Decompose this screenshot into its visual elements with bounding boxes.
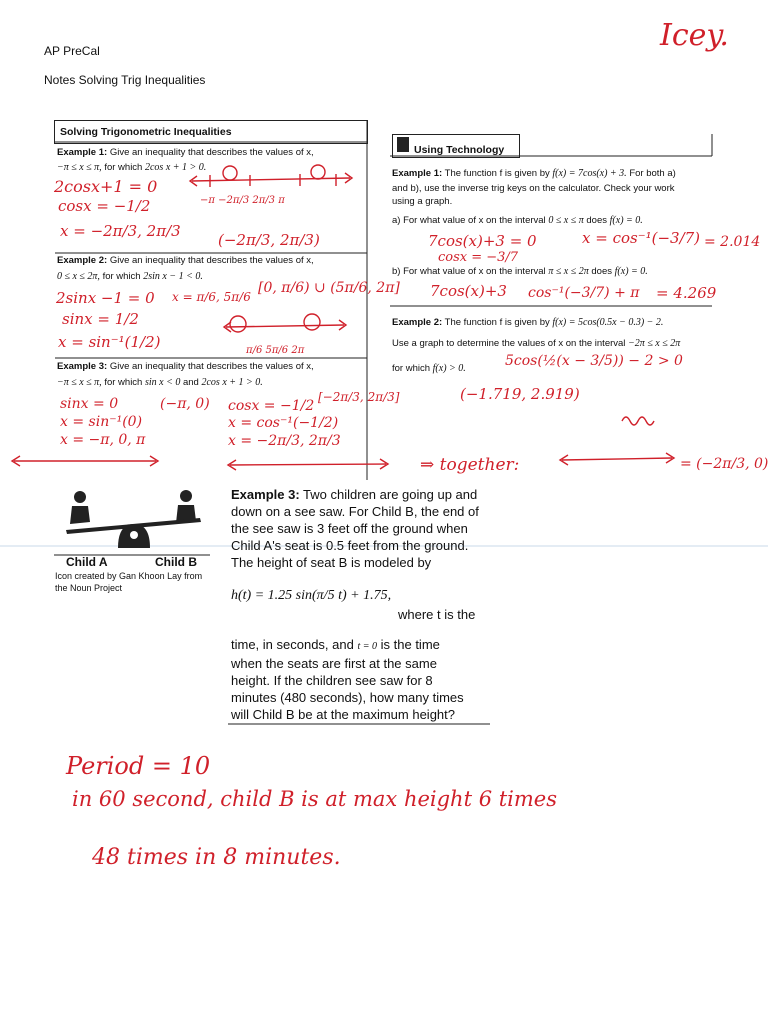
hw-ex2-step2: sinx = 1/2 xyxy=(62,310,139,328)
hw-ex1-step2: cosx = −1/2 xyxy=(58,197,151,215)
notes-title: Notes Solving Trig Inequalities xyxy=(44,73,206,87)
hw-ex2-step1: 2sinx −1 = 0 xyxy=(56,289,155,307)
hw-right-b-answer: = 4.269 xyxy=(656,284,717,302)
right-ex1-line1: Example 1: The function f is given by f(x) = 7cos(x) + 3. For both a) xyxy=(392,168,676,179)
left-box-title: Solving Trigonometric Inequalities xyxy=(60,126,232,138)
hw-ex1-step3: x = −2π/3, 2π/3 xyxy=(60,222,181,240)
hw-ex3-cos-step1: cosx = −1/2 xyxy=(228,398,315,414)
right-ex2-line3: for which f(x) > 0. xyxy=(392,363,466,374)
hw-ex1-step1: 2cosx+1 = 0 xyxy=(54,177,158,196)
hw-ex2-answer: [0, π/6) ∪ (5π/6, 2π] xyxy=(258,280,400,296)
example3-where: where t is the xyxy=(398,607,476,622)
right-ex1-part-b: b) For what value of x on the interval π ≤ x ≤ 2π does f(x) = 0. xyxy=(392,266,648,277)
left-ex2-domain: 0 ≤ x ≤ 2π, for which 2sin x − 1 < 0. xyxy=(57,271,203,282)
hw-ex2-step3: x = sin⁻¹(1/2) xyxy=(58,333,161,351)
hw-right-ex2-answer: (−1.719, 2.919) xyxy=(460,385,580,403)
hw-ex1-answer: (−2π/3, 2π/3) xyxy=(218,231,320,249)
left-ex3-domain: −π ≤ x ≤ π, for which sin x < 0 and 2cos x + 1 > 0. xyxy=(57,377,263,388)
hw-ex3-together: ⇒ together: xyxy=(420,455,520,475)
hw-ex2-numberline-labels: π/6 5π/6 2π xyxy=(246,345,305,356)
hw-ex3-sin-step3: x = −π, 0, π xyxy=(60,432,146,448)
hw-right-b-step2: cos⁻¹(−3/7) + π xyxy=(528,285,640,301)
hw-ex1-numberline-labels: −π −2π/3 2π/3 π xyxy=(200,195,285,206)
left-ex1-domain: −π ≤ x ≤ π, for which 2cos x + 1 > 0. xyxy=(57,162,207,173)
right-box-title: Using Technology xyxy=(414,144,505,156)
right-ex1-line3: using a graph. xyxy=(392,196,453,207)
course-title: AP PreCal xyxy=(44,44,100,58)
hw-right-a-answer: = 2.014 xyxy=(704,234,761,250)
hw-right-a-step1: 7cos(x)+3 = 0 xyxy=(428,232,537,250)
right-ex2-line1: Example 2: The function f is given by f(x) = 5cos(0.5x − 0.3) − 2. xyxy=(392,317,664,328)
hw-ex3-sin-step2: x = sin⁻¹(0) xyxy=(60,414,143,430)
example3-problem-cont: time, in seconds, and t = 0 is the time when the seats are first at the same height. If the children see saw for 8 minutes (480 seconds), how many times will Child B be at the maximum height? xyxy=(231,637,464,722)
hw-period: Period = 10 xyxy=(66,752,211,780)
icon-credit-line1: Icon created by Gan Khoon Lay from xyxy=(55,571,203,581)
hw-ex3-interval2: [−2π/3, 2π/3] xyxy=(318,390,400,404)
icon-credit-line2: the Noun Project xyxy=(55,583,123,593)
student-name: Icey. xyxy=(660,18,729,53)
hw-final-answer: 48 times in 8 minutes. xyxy=(92,845,341,870)
left-ex3-prompt: Example 3: Give an inequality that describes the values of x, xyxy=(57,361,314,372)
right-ex1-part-a: a) For what value of x on the interval 0 ≤ x ≤ π does f(x) = 0. xyxy=(392,215,643,226)
hw-right-a-step3: x = cos⁻¹(−3/7) xyxy=(582,229,701,247)
hw-ex3-sin-step1: sinx = 0 xyxy=(60,396,119,412)
left-ex1-prompt: Example 1: Give an inequality that describes the values of x, xyxy=(57,147,314,158)
hw-right-a-step2: cosx = −3/7 xyxy=(438,250,519,265)
example3-problem: Example 3: Two children are going up and down on a see saw. For Child B, the end of the see saw is 3 feet off the ground when Child A's seat is 0.5 feet from the ground. The height of seat B is modeled by xyxy=(231,487,479,570)
hw-right-ex2-step1: 5cos(½(x − 3/5)) − 2 > 0 xyxy=(505,353,683,369)
hw-ex3-cos-step2: x = cos⁻¹(−1/2) xyxy=(228,415,339,431)
child-a-label: Child A xyxy=(66,555,108,569)
hw-ex3-final: = (−2π/3, 0) xyxy=(680,456,768,472)
right-ex1-line2: and b), use the inverse trig keys on the calculator. Check your work xyxy=(392,183,675,194)
hw-right-b-step1: 7cos(x)+3 xyxy=(430,282,507,300)
hw-ex3-cos-step3: x = −2π/3, 2π/3 xyxy=(228,433,341,449)
right-ex2-line2: Use a graph to determine the values of x on the interval −2π ≤ x ≤ 2π xyxy=(392,338,681,349)
hw-max-height-per-minute: in 60 second, child B is at max height 6 times xyxy=(72,787,557,811)
hw-ex3-interval1: (−π, 0) xyxy=(160,396,210,412)
child-b-label: Child B xyxy=(155,555,197,569)
left-ex2-prompt: Example 2: Give an inequality that describes the values of x, xyxy=(57,255,314,266)
hw-ex2-solutions: x = π/6, 5π/6 xyxy=(172,290,251,304)
height-formula: h(t) = 1.25 sin(π/5 t) + 1.75, xyxy=(231,588,392,603)
